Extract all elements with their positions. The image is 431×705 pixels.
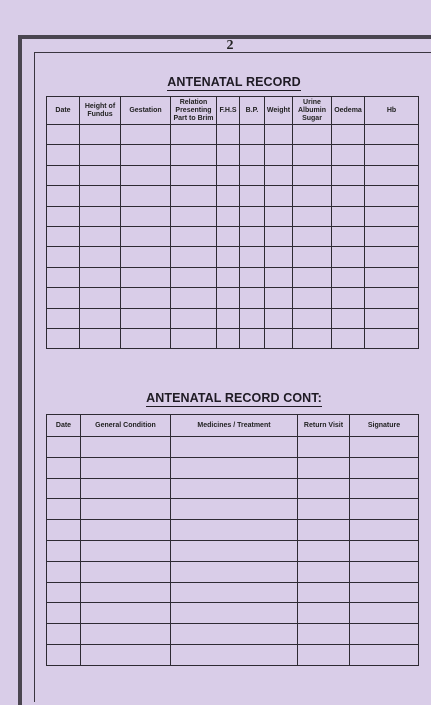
- col-general-condition: General Condition: [81, 415, 171, 437]
- table-cell: [47, 540, 81, 561]
- table-cell: [81, 478, 171, 499]
- table-cell: [47, 644, 81, 665]
- table-cell: [47, 520, 81, 541]
- table-cell: [240, 267, 265, 287]
- table-cell: [171, 308, 217, 328]
- col-date: Date: [47, 415, 81, 437]
- table-cell: [332, 308, 365, 328]
- table-cell: [350, 561, 419, 582]
- table-cell: [121, 247, 171, 267]
- table-cell: [240, 125, 265, 145]
- table-cell: [47, 288, 80, 308]
- table-cell: [240, 145, 265, 165]
- table-cell: [265, 145, 293, 165]
- table-cell: [350, 582, 419, 603]
- table-cell: [47, 267, 80, 287]
- table-cell: [81, 603, 171, 624]
- table-cell: [240, 288, 265, 308]
- table-cell: [81, 540, 171, 561]
- col-hb: Hb: [365, 97, 419, 125]
- table-cell: [81, 624, 171, 645]
- table-cell: [47, 437, 81, 458]
- table-cell: [171, 644, 298, 665]
- table-cell: [217, 288, 240, 308]
- table-row: [47, 520, 419, 541]
- table-cell: [298, 457, 350, 478]
- table-cell: [80, 288, 121, 308]
- table-cell: [265, 226, 293, 246]
- table-cell: [293, 145, 332, 165]
- table-cell: [47, 561, 81, 582]
- table-cell: [350, 540, 419, 561]
- table-cell: [47, 499, 81, 520]
- table-cell: [332, 206, 365, 226]
- table-cell: [365, 125, 419, 145]
- table-cell: [240, 247, 265, 267]
- table-cell: [171, 603, 298, 624]
- table-cell: [80, 186, 121, 206]
- table-cell: [47, 457, 81, 478]
- table-cell: [365, 288, 419, 308]
- table-cell: [265, 125, 293, 145]
- table-cell: [365, 308, 419, 328]
- table-cell: [47, 145, 80, 165]
- table-cell: [293, 165, 332, 185]
- table-cell: [293, 288, 332, 308]
- table-cell: [217, 328, 240, 348]
- table-cell: [217, 186, 240, 206]
- table-row: [47, 561, 419, 582]
- table-cell: [265, 288, 293, 308]
- table-cell: [121, 145, 171, 165]
- table-cell: [80, 125, 121, 145]
- table-cell: [171, 478, 298, 499]
- table-cell: [171, 437, 298, 458]
- table-cell: [293, 267, 332, 287]
- table-cell: [81, 520, 171, 541]
- table-row: [47, 145, 419, 165]
- table-cell: [240, 328, 265, 348]
- col-oedema: Oedema: [332, 97, 365, 125]
- table-cell: [81, 437, 171, 458]
- col-return-visit: Return Visit: [298, 415, 350, 437]
- table-cell: [171, 624, 298, 645]
- table-cell: [240, 186, 265, 206]
- antenatal-record-title: ANTENATAL RECORD: [167, 75, 301, 89]
- col-bp: B.P.: [240, 97, 265, 125]
- table-cell: [365, 247, 419, 267]
- table-row: [47, 457, 419, 478]
- table-cell: [171, 499, 298, 520]
- table-cell: [171, 288, 217, 308]
- antenatal-header-row: [47, 97, 419, 125]
- table-cell: [171, 186, 217, 206]
- table-cell: [81, 499, 171, 520]
- table-row: [47, 206, 419, 226]
- table-cell: [332, 226, 365, 246]
- table-cell: [121, 328, 171, 348]
- table-cell: [171, 145, 217, 165]
- table-cell: [350, 478, 419, 499]
- table-cell: [265, 206, 293, 226]
- table-cell: [350, 644, 419, 665]
- table-cell: [293, 125, 332, 145]
- table-row: [47, 624, 419, 645]
- table-cell: [298, 603, 350, 624]
- table-cell: [121, 226, 171, 246]
- table-row: [47, 499, 419, 520]
- table-cell: [80, 165, 121, 185]
- table-cell: [293, 226, 332, 246]
- table-cell: [332, 145, 365, 165]
- antenatal-cont-header-row: [47, 415, 419, 437]
- table-cell: [171, 165, 217, 185]
- table-cell: [81, 582, 171, 603]
- table-cell: [171, 561, 298, 582]
- col-date: Date: [47, 97, 80, 125]
- table-cell: [350, 499, 419, 520]
- table-cell: [171, 267, 217, 287]
- antenatal-record-cont-table: [46, 414, 419, 666]
- table-cell: [217, 125, 240, 145]
- table-cell: [121, 165, 171, 185]
- table-cell: [332, 165, 365, 185]
- col-signature: Signature: [350, 415, 419, 437]
- table-row: [47, 125, 419, 145]
- table-cell: [47, 603, 81, 624]
- table-cell: [47, 582, 81, 603]
- table-cell: [332, 328, 365, 348]
- table-cell: [265, 328, 293, 348]
- table-cell: [121, 267, 171, 287]
- table-cell: [293, 186, 332, 206]
- table-cell: [47, 226, 80, 246]
- table-cell: [298, 624, 350, 645]
- table-cell: [293, 206, 332, 226]
- table-cell: [171, 582, 298, 603]
- table-cell: [332, 267, 365, 287]
- table-cell: [298, 499, 350, 520]
- table-cell: [121, 125, 171, 145]
- table-cell: [365, 165, 419, 185]
- table-cell: [217, 267, 240, 287]
- table-cell: [80, 267, 121, 287]
- table-cell: [240, 165, 265, 185]
- table-cell: [332, 186, 365, 206]
- table-cell: [47, 186, 80, 206]
- table-cell: [47, 165, 80, 185]
- table-cell: [293, 247, 332, 267]
- table-cell: [171, 226, 217, 246]
- table-cell: [293, 308, 332, 328]
- table-cell: [265, 308, 293, 328]
- table-cell: [80, 206, 121, 226]
- table-cell: [298, 644, 350, 665]
- table-cell: [47, 624, 81, 645]
- table-cell: [80, 308, 121, 328]
- col-urine-albumin-sugar: Urine Albumin Sugar: [293, 97, 332, 125]
- table-cell: [332, 288, 365, 308]
- col-relation-presenting-part: Relation Presenting Part to Brim: [171, 97, 217, 125]
- col-weight: Weight: [265, 97, 293, 125]
- table-row: [47, 328, 419, 348]
- table-cell: [171, 457, 298, 478]
- table-row: [47, 582, 419, 603]
- table-cell: [293, 328, 332, 348]
- table-cell: [240, 226, 265, 246]
- table-cell: [298, 520, 350, 541]
- table-cell: [265, 186, 293, 206]
- table-cell: [171, 328, 217, 348]
- table-cell: [332, 247, 365, 267]
- table-row: [47, 603, 419, 624]
- table-cell: [365, 328, 419, 348]
- table-cell: [80, 226, 121, 246]
- table-cell: [217, 165, 240, 185]
- table-cell: [332, 125, 365, 145]
- table-cell: [240, 206, 265, 226]
- table-cell: [80, 145, 121, 165]
- table-row: [47, 478, 419, 499]
- table-cell: [121, 308, 171, 328]
- table-cell: [47, 206, 80, 226]
- col-gestation: Gestation: [121, 97, 171, 125]
- table-cell: [80, 328, 121, 348]
- table-cell: [217, 145, 240, 165]
- table-cell: [171, 247, 217, 267]
- table-cell: [265, 165, 293, 185]
- table-cell: [217, 308, 240, 328]
- table-cell: [365, 206, 419, 226]
- table-cell: [217, 226, 240, 246]
- table-cell: [121, 206, 171, 226]
- table-row: [47, 186, 419, 206]
- table-row: [47, 308, 419, 328]
- table-cell: [365, 226, 419, 246]
- table-cell: [47, 308, 80, 328]
- table-cell: [47, 478, 81, 499]
- table-row: [47, 540, 419, 561]
- table-cell: [265, 247, 293, 267]
- table-cell: [47, 328, 80, 348]
- table-cell: [121, 186, 171, 206]
- table-row: [47, 226, 419, 246]
- table-row: [47, 288, 419, 308]
- table-row: [47, 644, 419, 665]
- table-cell: [365, 186, 419, 206]
- table-row: [47, 267, 419, 287]
- table-row: [47, 437, 419, 458]
- table-cell: [80, 247, 121, 267]
- table-cell: [298, 478, 350, 499]
- table-cell: [298, 582, 350, 603]
- table-cell: [171, 520, 298, 541]
- table-cell: [171, 540, 298, 561]
- table-cell: [298, 437, 350, 458]
- table-cell: [47, 125, 80, 145]
- table-cell: [365, 145, 419, 165]
- table-cell: [121, 288, 171, 308]
- antenatal-record-cont-title: ANTENATAL RECORD CONT:: [146, 391, 322, 405]
- table-cell: [350, 603, 419, 624]
- table-cell: [217, 247, 240, 267]
- table-cell: [171, 125, 217, 145]
- table-cell: [47, 247, 80, 267]
- table-cell: [81, 457, 171, 478]
- antenatal-record-table: [46, 96, 419, 349]
- table-cell: [365, 267, 419, 287]
- table-cell: [265, 267, 293, 287]
- table-cell: [298, 561, 350, 582]
- page-number: 2: [226, 38, 234, 53]
- table-row: [47, 247, 419, 267]
- table-cell: [350, 624, 419, 645]
- table-cell: [81, 644, 171, 665]
- table-cell: [298, 540, 350, 561]
- table-cell: [350, 457, 419, 478]
- table-cell: [350, 437, 419, 458]
- col-height-of-fundus: Height of Fundus: [80, 97, 121, 125]
- table-cell: [240, 308, 265, 328]
- table-row: [47, 165, 419, 185]
- table-cell: [171, 206, 217, 226]
- table-cell: [350, 520, 419, 541]
- col-fhs: F.H.S: [217, 97, 240, 125]
- table-cell: [81, 561, 171, 582]
- col-medicines-treatment: Medicines / Treatment: [171, 415, 298, 437]
- table-cell: [217, 206, 240, 226]
